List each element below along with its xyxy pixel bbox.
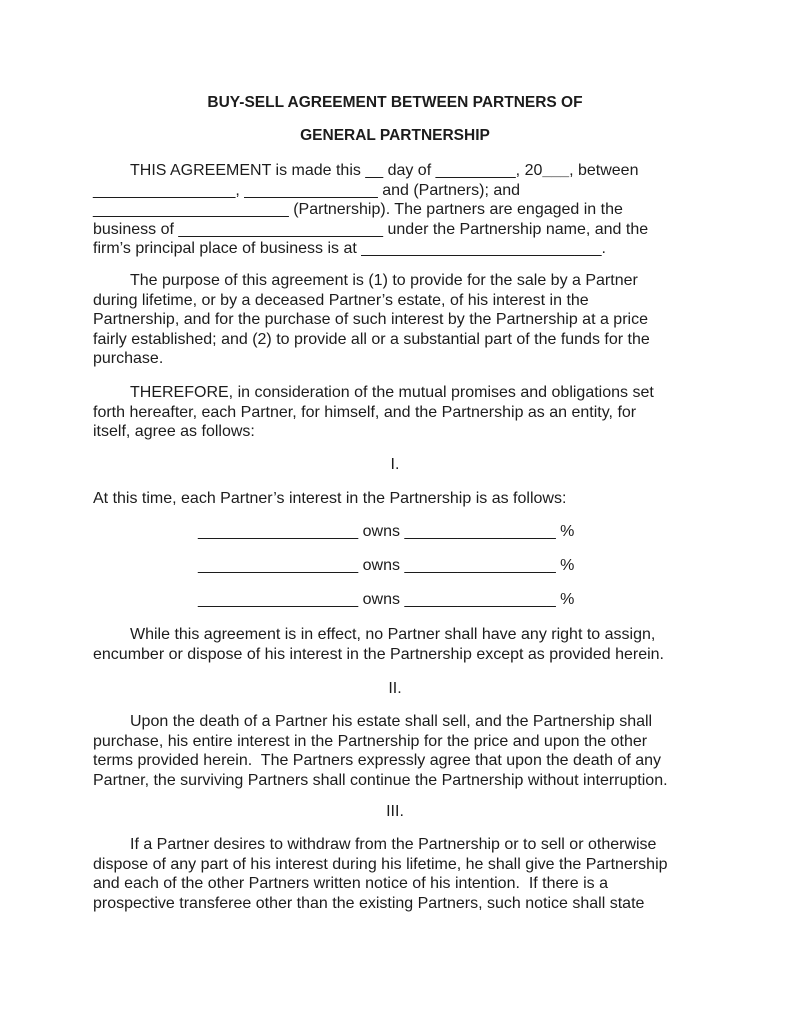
- intro-line-1: THIS AGREEMENT is made this __ day of _________, 20___, between: [130, 162, 639, 179]
- section-2-paragraph: [93, 712, 699, 790]
- therefore-paragraph: [93, 383, 699, 442]
- percent-blank[interactable]: _________________: [404, 557, 556, 574]
- section-2-heading: II.: [388, 680, 402, 697]
- purpose-paragraph: [93, 271, 699, 369]
- restriction-line-2: encumber or dispose of his interest in the Partnership except as provided herein.: [93, 645, 664, 663]
- section-1-heading: I.: [390, 456, 400, 473]
- section-2-line-2: purchase, his entire interest in the Partnership for the price and upon the other: [93, 732, 648, 750]
- section-2-line-3: terms provided herein. The Partners expressly agree that upon the death of any: [93, 752, 662, 770]
- section-3-heading: III.: [386, 803, 404, 820]
- intro-line-5: firm’s principal place of business is at ___________________________.: [93, 240, 606, 258]
- partner-name-blank[interactable]: __________________: [198, 591, 359, 608]
- restriction-paragraph: [93, 625, 699, 664]
- intro-line-3: ______________________ (Partnership). The partners are engaged in the: [93, 201, 623, 219]
- purpose-line-1: The purpose of this agreement is (1) to provide for the sale by a Partner: [130, 272, 638, 289]
- section-2-line-4: Partner, the surviving Partners shall continue the Partnership without interruption.: [93, 771, 668, 789]
- section-3-line-1: If a Partner desires to withdraw from the Partnership or to sell or otherwise: [130, 836, 657, 853]
- purpose-line-4: fairly established; and (2) to provide all or a substantial part of the funds for the: [93, 330, 650, 348]
- section-3-paragraph: [93, 835, 699, 913]
- ownership-row: __________________ owns _________________ %: [198, 523, 575, 540]
- therefore-line-2: forth hereafter, each Partner, for himself, and the Partnership as an entity, for: [93, 403, 637, 421]
- intro-line-2: ________________, _______________ and (Partners); and: [93, 181, 521, 199]
- section-1-intro: [93, 489, 699, 509]
- restriction-line-1: While this agreement is in effect, no Partner shall have any right to assign,: [130, 626, 656, 643]
- therefore-line-3: itself, agree as follows:: [93, 423, 255, 441]
- purpose-line-2: during lifetime, or by a deceased Partner’s estate, of his interest in the: [93, 291, 589, 309]
- section-3-line-2: dispose of any part of his interest during his lifetime, he shall give the Partnership: [93, 855, 668, 873]
- year-blank: ___: [542, 162, 570, 179]
- percent-blank[interactable]: _________________: [404, 523, 556, 540]
- purpose-line-3: Partnership, and for the purchase of such interest by the Partnership at a price: [93, 311, 648, 329]
- intro-line-4: business of _______________________ under the Partnership name, and the: [93, 220, 649, 238]
- section-3-line-4: prospective transferee other than the existing Partners, such notice shall state: [93, 894, 645, 912]
- section-1-intro-line: At this time, each Partner’s interest in the Partnership is as follows:: [93, 490, 567, 507]
- ownership-row: __________________ owns _________________ %: [198, 591, 575, 608]
- partner-name-blank[interactable]: __________________: [198, 523, 359, 540]
- percent-blank[interactable]: _________________: [404, 591, 556, 608]
- document-title-line-2: GENERAL PARTNERSHIP: [300, 127, 490, 144]
- intro-paragraph: [93, 161, 699, 259]
- document-title-line-1: BUY-SELL AGREEMENT BETWEEN PARTNERS OF: [207, 94, 583, 111]
- purpose-line-5: purchase.: [93, 350, 164, 368]
- section-3-line-3: and each of the other Partners written notice of his intention. If there is a: [93, 875, 608, 893]
- section-2-line-1: Upon the death of a Partner his estate shall sell, and the Partnership shall: [130, 713, 653, 730]
- ownership-row: __________________ owns _________________ %: [198, 557, 575, 574]
- partner-name-blank[interactable]: __________________: [198, 557, 359, 574]
- therefore-line-1: THEREFORE, in consideration of the mutual promises and obligations set: [130, 384, 654, 401]
